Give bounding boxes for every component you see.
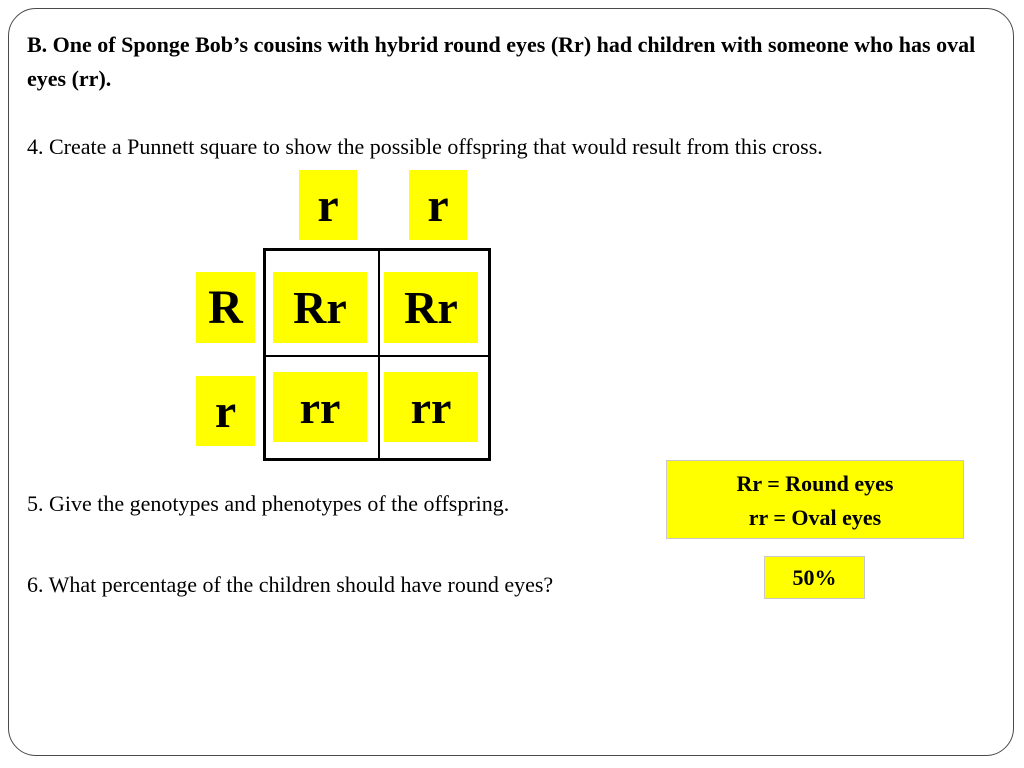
question-5: 5. Give the genotypes and phenotypes of the offspring.: [27, 491, 510, 516]
side-allele-1: R: [196, 272, 255, 343]
percentage-answer: 50%: [764, 556, 865, 599]
top-allele-2: r: [409, 170, 467, 240]
top-allele-1: r: [299, 170, 357, 240]
punnett-cell-2-1: rr: [273, 372, 367, 442]
answer-line-round: Rr = Round eyes: [736, 471, 894, 496]
question-6: 6. What percentage of the children should have round eyes?: [27, 572, 554, 597]
question-4: 4. Create a Punnett square to show the possible offspring that would result from this cross.: [27, 134, 823, 159]
punnett-cell-1-2: Rr: [384, 272, 478, 343]
punnett-cell-2-2: rr: [384, 372, 478, 442]
genotype-phenotype-answer: [666, 460, 964, 539]
punnett-cell-1-1: Rr: [273, 272, 367, 343]
answer-line-oval: rr = Oval eyes: [748, 505, 882, 530]
grid-horizontal-divider: [266, 355, 488, 357]
side-allele-2: r: [196, 376, 255, 446]
slide-frame: [8, 8, 1014, 756]
problem-heading: B. One of Sponge Bob’s cousins with hybrid round eyes (Rr) had children with someone who has oval eyes (rr).: [27, 32, 976, 91]
